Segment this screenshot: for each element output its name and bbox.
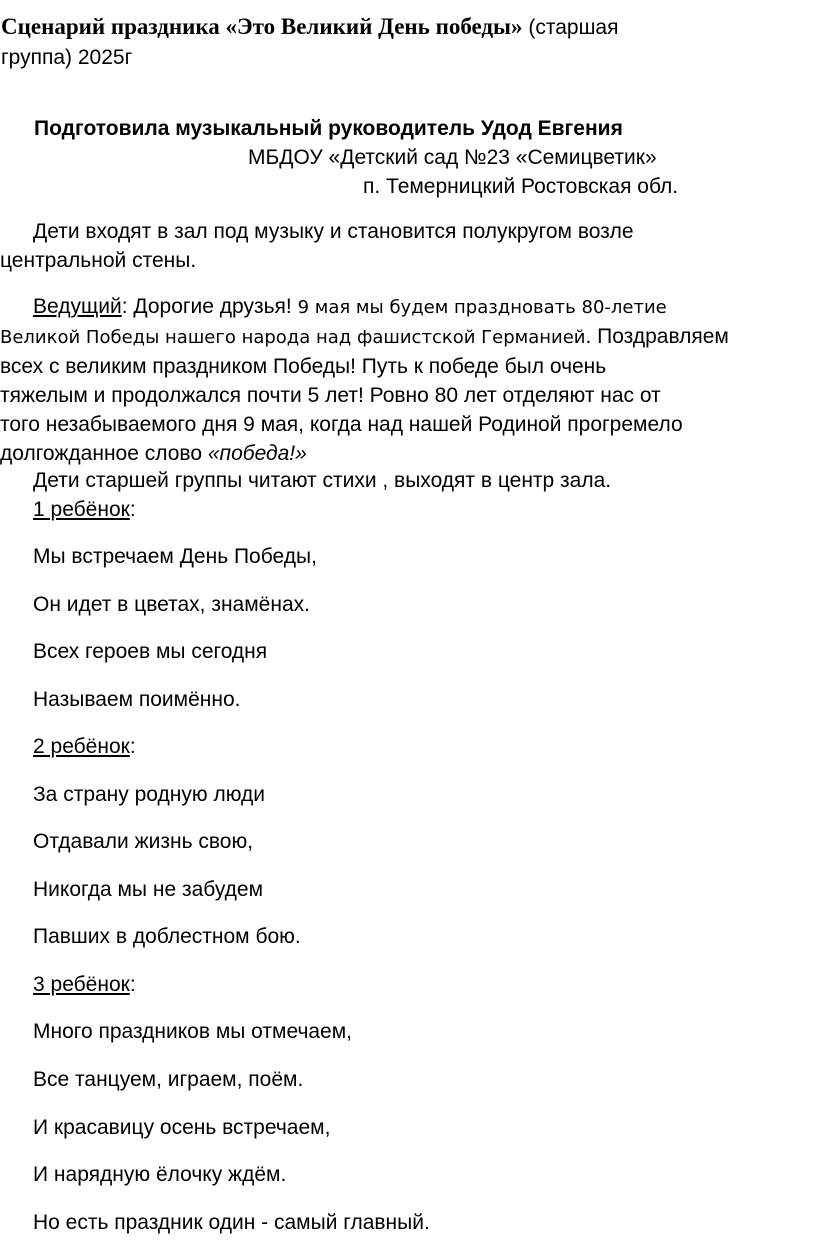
title-sub-b: группа) 2025г <box>1 46 133 69</box>
child-1-label-line <box>33 495 136 524</box>
author-line: Подготовила музыкальный руководитель Удод Евгения <box>34 117 623 140</box>
host-line-3: всех с великим праздником Победы! Путь к победе был очень <box>0 355 607 378</box>
place-line: п. Темерницкий Ростовская обл. <box>363 175 679 198</box>
title-main: Сценарий праздника «Это Великий День победы» <box>1 14 523 39</box>
verse-line: Отдавали жизнь свою, <box>33 830 254 853</box>
child-2-colon: : <box>129 735 136 758</box>
document-title <box>1 12 811 72</box>
host-text-b: Великой Победы нашего народа над фашистской Германией <box>0 327 586 348</box>
child-2-label-line <box>33 732 136 761</box>
host-line-4: тяжелым и продолжался почти 5 лет! Ровно 80 лет отделяют нас от <box>0 384 661 407</box>
verse-line: Мы встречаем День Победы, <box>33 545 317 568</box>
host-greeting: : Дорогие друзья! <box>121 295 298 318</box>
organization-line: МБДОУ «Детский сад №23 «Семицветик» <box>248 146 657 169</box>
host-text-a: 9 мая мы будем праздновать 80-летие <box>297 297 667 318</box>
host-line-5: того незабываемого дня 9 мая, когда над нашей Родиной прогремело <box>0 413 683 436</box>
verse-line: Павших в доблестном бою. <box>33 925 301 948</box>
child-3-label: 3 ребёнок <box>33 973 130 996</box>
child-1-label: 1 ребёнок <box>33 498 130 521</box>
intro-line-2: центральной стены. <box>0 249 197 272</box>
host-paragraph <box>0 292 806 468</box>
verse-line: За страну родную люди <box>33 783 265 806</box>
verse-line: Всех героев мы сегодня <box>33 640 268 663</box>
host-line-6: долгожданное слово <box>0 442 208 465</box>
host-text-b-rest: . Поздравляем <box>585 325 729 348</box>
title-sub-a: (старшая <box>522 16 619 39</box>
verse-line: Никогда мы не забудем <box>33 878 264 901</box>
intro-paragraph <box>0 217 806 275</box>
verse-line: И нарядную ёлочку ждём. <box>33 1163 287 1186</box>
child-3-colon: : <box>129 973 136 996</box>
verse-line: Он идет в цветах, знамёнах. <box>33 593 310 616</box>
child-3-label-line <box>33 970 136 999</box>
host-word-victory: «победа!» <box>207 442 307 465</box>
host-label: Ведущий <box>33 295 122 318</box>
verse-line: Все танцуем, играем, поём. <box>33 1068 304 1091</box>
verse-line: Но есть праздник один - самый главный. <box>33 1211 430 1234</box>
child-1-colon: : <box>129 498 136 521</box>
intro-line-1: Дети входят в зал под музыку и становится полукругом возле <box>33 220 634 243</box>
verse-line: И красавицу осень встречаем, <box>33 1116 331 1139</box>
verse-line: Много праздников мы отмечаем, <box>33 1020 353 1043</box>
child-2-label: 2 ребёнок <box>33 735 130 758</box>
verse-line: Называем поимённо. <box>33 688 241 711</box>
stage-direction: Дети старшей группы читают стихи , выходят в центр зала. <box>33 469 612 492</box>
